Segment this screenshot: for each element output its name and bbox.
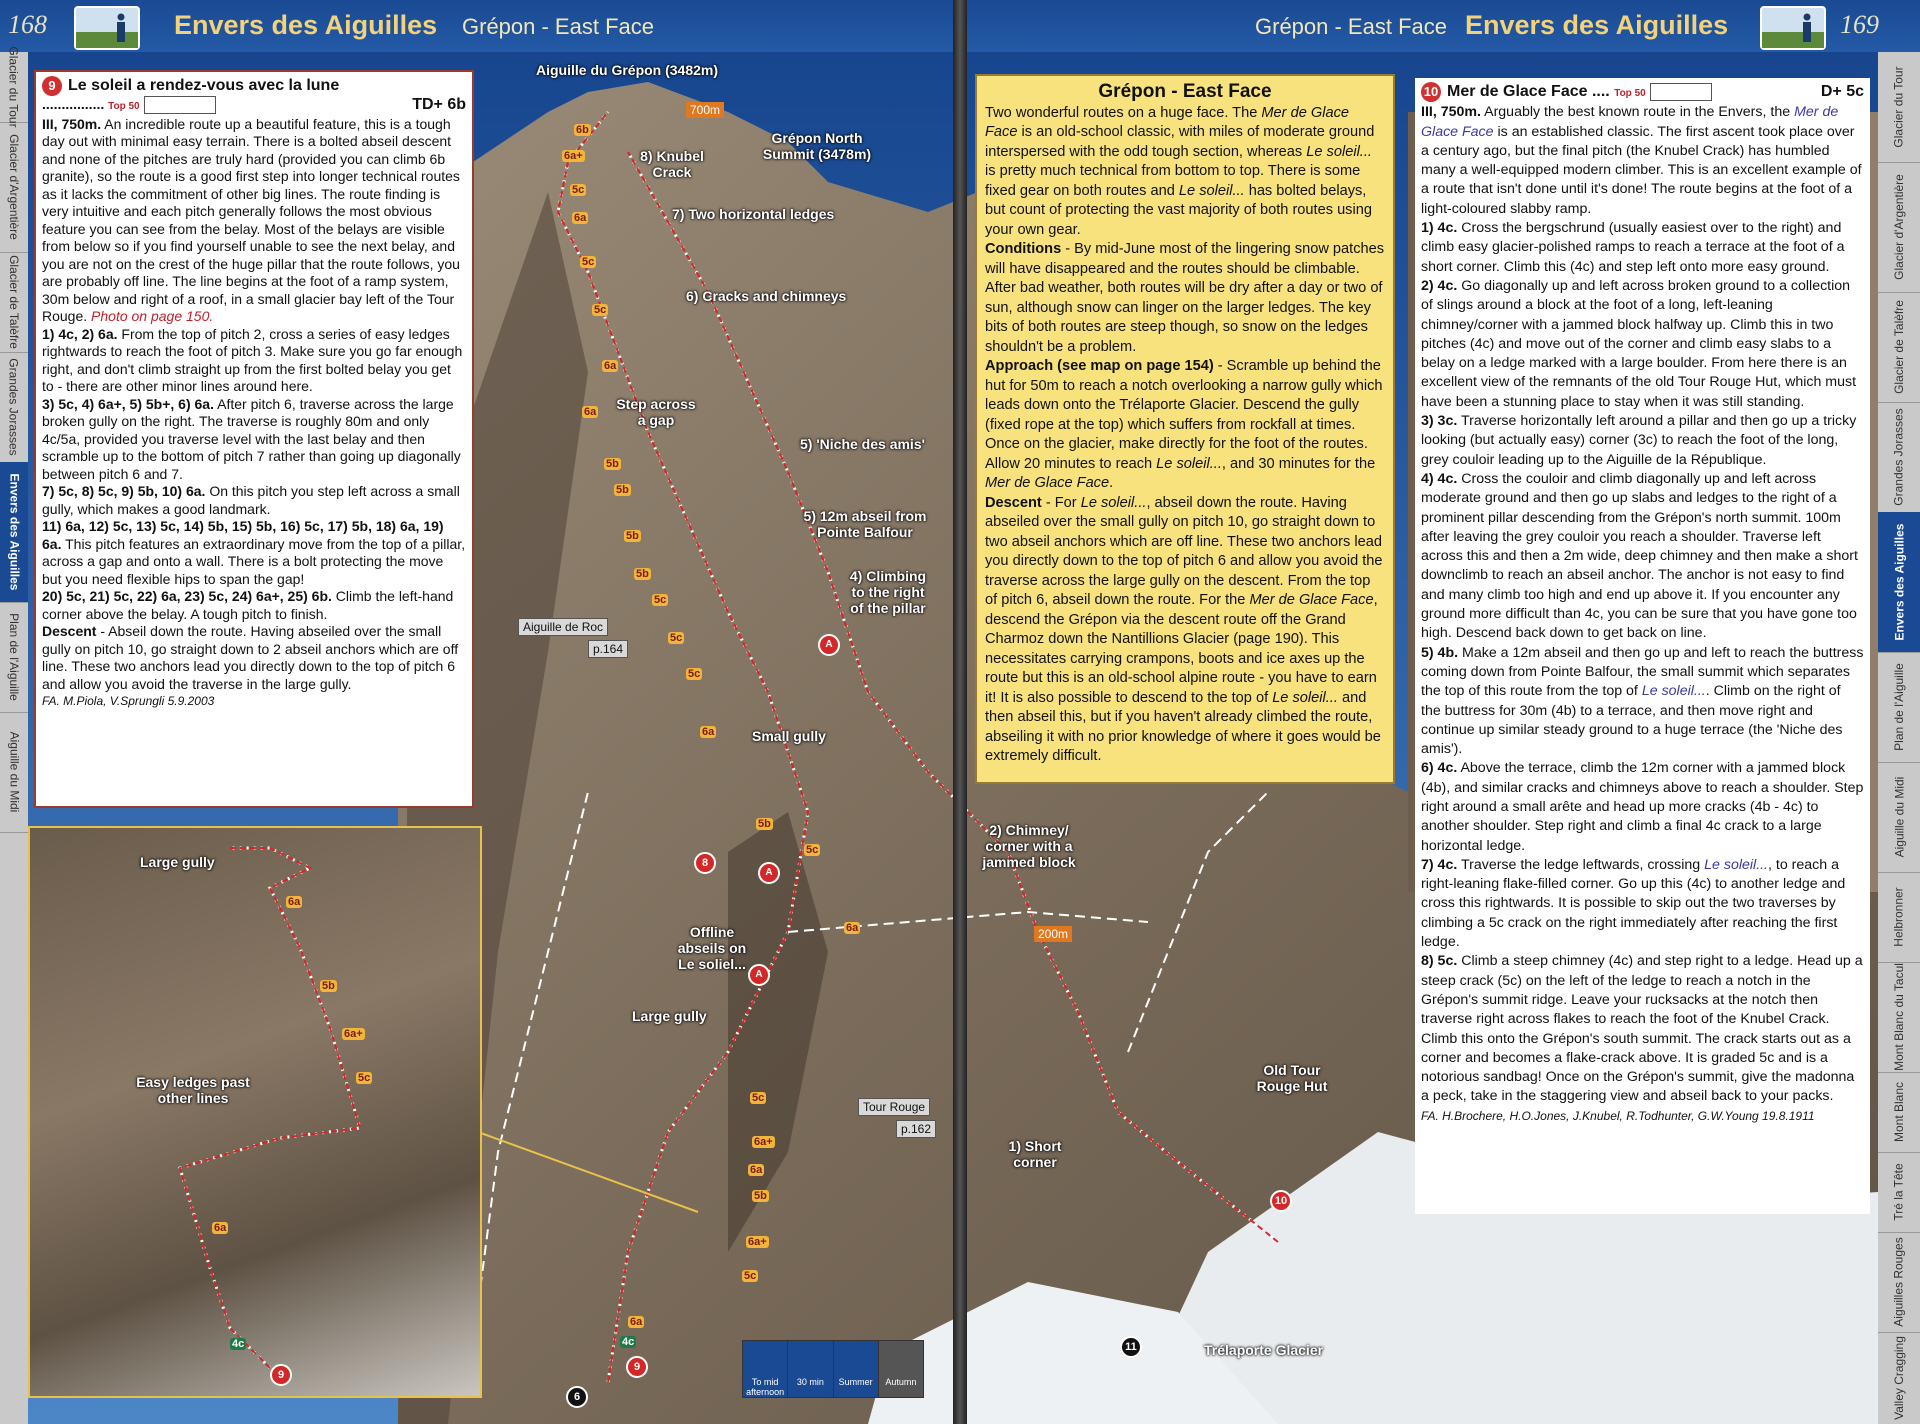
pitch-grade: 5c <box>670 632 683 644</box>
route-marker-8: 8 <box>694 852 716 874</box>
descent-heading: Descent <box>42 623 97 639</box>
route-number-badge: 10 <box>1421 82 1441 102</box>
left-header <box>0 0 955 52</box>
right-tab[interactable]: Valley Cragging <box>1878 1332 1920 1424</box>
inset-pitch: 6a <box>288 896 301 908</box>
inset-label-easy-ledges: Easy ledges past other lines <box>136 1074 250 1106</box>
overview-title: Grépon - East Face <box>1098 81 1272 102</box>
left-page-number: 168 <box>8 10 47 39</box>
summer-icon: Summer <box>834 1341 879 1397</box>
pitch-grade: 6a <box>702 726 715 738</box>
pitch-grade: 5b <box>626 530 639 542</box>
inset-pitch: 5b <box>322 980 335 992</box>
pitch-grade: 5b <box>636 568 649 580</box>
right-tab[interactable]: Aiguille du Midi <box>1878 762 1920 873</box>
route-icons <box>1650 83 1712 101</box>
left-tab[interactable]: Aiguille du Midi <box>0 712 28 833</box>
route-length: III, 750m. <box>42 115 102 132</box>
route-name: Mer de Glace Face <box>1447 83 1588 100</box>
label-offline-abseils: Offline abseils on Le soliel... <box>677 924 747 972</box>
right-tab[interactable]: Mont Blanc du Tacul <box>1878 962 1920 1073</box>
pitch-text: Climb the left-hand corner above the belay. A tough pitch to finish. <box>42 588 454 622</box>
route-grade: D+ 5c <box>1820 83 1864 100</box>
pitch-grade: 6a+ <box>748 1236 767 1248</box>
top50-badge: Top 50 <box>1614 88 1646 99</box>
route-name: Le soleil a rendez-vous avec la lune <box>68 77 340 94</box>
pitch-heading: 20) 5c, 21) 5c, 22) 6a, 23) 5c, 24) 6a+, 25) 6b. <box>42 588 332 604</box>
pitch-grade: 6a <box>750 1164 763 1176</box>
label-summit: Aiguille du Grépon (3482m) <box>536 62 719 78</box>
right-page-subtitle: Grépon - East Face <box>1255 14 1447 39</box>
label-old-hut: Old Tour Rouge Hut <box>1256 1062 1328 1094</box>
pitch-heading: 3) 5c, 4) 6a+, 5) 5b+, 6) 6a. <box>42 395 214 412</box>
pitch-grade: 5c <box>744 1270 757 1282</box>
route-dots: ................ <box>42 96 105 112</box>
pitch-grade: 5b <box>758 818 771 830</box>
left-tab-active[interactable]: Envers des Aiguilles <box>0 462 28 603</box>
left-tab[interactable]: Glacier d'Argentière <box>0 122 28 253</box>
inset-pitch: 5c <box>358 1072 371 1084</box>
left-tab[interactable]: Glacier de Talèfre <box>0 252 28 353</box>
pitch-text: This pitch features an extraordinary move from the top of a pillar, across a gap and onto a wall. There is a bolt protecting the move but you need flexible hips to span the gap! <box>42 535 466 587</box>
pitch-grade: 6a <box>584 406 597 418</box>
photo-reference: Photo on page 150. <box>91 308 214 324</box>
route-marker-10: 10 <box>1270 1190 1292 1212</box>
abseil-anchor: A <box>748 964 770 986</box>
pitch-grade: 6a <box>574 212 587 224</box>
crag-overview: Grépon - East Face Two wonderful routes on a huge face. The Mer de Glace Face is an old-school classic, with miles of moderate ground interspersed with the odd tough section, whereas Le soleil... is pretty much technical from bottom to top. There is some fixed gear on both routes and Le soleil... has bolted belays, but count of protecting the vast majority of both routes using your own gear. Conditions - By mid-June most of the lingering snow patches will have disappeared and the routes should be climbable. After bad weather, both routes will be dry after a day or two of sun, although snow can linger on the larger ledges. The key bits of both routes are steep though, so snow on the ledges shouldn't be a problem. Approach (see map on page 154) - Scramble up behind the hut for 50m to reach a notch overlooking a narrow gully which leads down onto the Trélaporte Glacier. Descend the gully (fixed rope at the top) which suffers from rockfall at times. Once on the glacier, make directly for the foot of the routes. Allow 20 minutes to reach Le soleil..., and 30 minutes for the Mer de Glace Face. Descent - For Le soleil..., abseil down the route. Having abseiled over the small gully on pitch 10, go straight down to two abseil anchors which are off line. These two anchors lead you directly down to the top of pitch 6 and allow you avoid the traverse across the large gully on the descent. From the top of pitch 6, abseil down the route. For the Mer de Glace Face, descend the Grépon via the descent route off the Grand Charmoz down the Nantillions Glacier (page 190). This necessitates carrying crampons, boots and ice axes up the route but this is an old-school alpine route - you have to earn it! It is also possible to descend to the top of Le soleil... and then abseil this, but if you haven't already climbed the route, abseiling it with no prior knowledge of where it goes would be extremely difficult. <box>975 74 1395 784</box>
route-number-badge: 9 <box>42 76 62 96</box>
right-page-title: Envers des Aiguilles <box>1465 10 1729 40</box>
pitch-text: After pitch 6, traverse across the large broken gully on the right. The traverse is roughly 80m and only 4c/5a, provided you traverse level with the last belay and then scramble up to the bottom of pitch 7 rather than going up diagonally between pitch 6 and 7. <box>42 395 461 482</box>
pitch-heading: 11) 6a, 12) 5c, 13) 5c, 14) 5b, 15) 5b, 16) 5c, 17) 5b, 18) 6a, 19) 6a. <box>42 518 444 552</box>
right-header <box>965 0 1920 52</box>
right-section-tabs <box>1878 52 1920 1424</box>
label-cracks-chimneys: 6) Cracks and chimneys <box>686 288 847 304</box>
height-200m: 200m <box>1034 926 1072 942</box>
label-climbing-right: 4) Climbing to the right of the pillar <box>849 568 927 616</box>
area-icon <box>74 6 140 50</box>
right-tab-active[interactable]: Envers des Aiguilles <box>1878 512 1920 653</box>
left-tab[interactable]: Grandes Jorasses <box>0 352 28 463</box>
left-section-tabs <box>0 46 28 1424</box>
first-ascent: FA. H.Brochere, H.O.Jones, J.Knubel, R.Todhunter, G.W.Young 19.8.1911 <box>1421 1108 1815 1123</box>
time-icon: To mid afternoon <box>743 1341 788 1397</box>
walk-icon: 30 min <box>788 1341 833 1397</box>
pitch-text: On this pitch you step left across a small gully, which makes a good landmark. <box>42 483 460 517</box>
abseil-anchor: A <box>818 634 840 656</box>
label-chimney: 2) Chimney/ corner with a jammed block <box>982 822 1076 870</box>
label-abseil-balfour: 5) 12m abseil from Pointe Balfour <box>803 508 927 540</box>
right-tab[interactable]: Glacier de Talèfre <box>1878 292 1920 403</box>
area-icon <box>1760 6 1826 50</box>
inset-pitch: 6a <box>214 1222 227 1234</box>
label-glacier: Trélaporte Glacier <box>1204 1342 1324 1358</box>
route-9-description <box>34 70 474 808</box>
pitch-grade: 5c <box>752 1092 765 1104</box>
pitch-grade: 5b <box>754 1190 767 1202</box>
descent-text: - Abseil down the route. Having abseiled over the small gully on pitch 10, go straight down to 2 abseil anchors which are off line. These two anchors lead you directly down to the top of pitch 6 and allow you avoid the traverse in the large gully. <box>42 623 459 692</box>
pitch-grade: 5c <box>654 594 667 606</box>
pitch-grade: 5c <box>594 304 607 316</box>
tag-tour-rouge-page: p.162 <box>896 1120 936 1138</box>
pitch-heading: 7) 5c, 8) 5c, 9) 5b, 10) 6a. <box>42 483 206 499</box>
pitch-grade: 6b <box>576 124 589 136</box>
left-tab[interactable]: Glacier du Tour <box>0 52 28 123</box>
right-tab[interactable]: Tré la Tête <box>1878 1152 1920 1233</box>
route-marker-6: 6 <box>566 1386 588 1408</box>
route-marker-9: 9 <box>626 1356 648 1378</box>
inset-photo <box>28 826 482 1398</box>
label-horizontal-ledges: 7) Two horizontal ledges <box>672 206 835 222</box>
route-marker-11: 11 <box>1120 1336 1142 1358</box>
pitch-grade: 6a <box>604 360 617 372</box>
pitch-grade: 5b <box>606 458 619 470</box>
route-10-description: 10 Mer de Glace Face .... Top 50 D+ 5c III, 750m. Arguably the best known route in the Envers, the Mer de Glace Face is an established classic. The first ascent took place over a century ago, but the final pitch (the Knubel Crack) has humbled many a well-equipped modern climber. This is an excellent example of a route that isn't done until it's done! The route begins at the foot of a light-coloured slabby ramp. 1) 4c. Cross the bergschrund (usually easiest over to the right) and climb easy glacier-polished ramps to reach a terrace at the foot of a short corner. Climb this (4c) and step left onto more easy ground. 2) 4c. Go diagonally up and left across broken ground to a collection of slings around a block at the foot of a long, left-leaning chimney/corner with a jammed block halfway up. Climb this in two pitches (4c) and move out of the corner and climb easy slabs to a belay on a ledge marked with a large boulder. From here there is an excellent view of the remnants of the old Tour Rouge Hut, which must have been a stunning place to stay when it was still standing. 3) 3c. Traverse horizontally left around a pillar and then go up a tricky looking (but actually easy) corner (3c) to reach the foot of the long, grey couloir leading up to the Aiguille de la République. 4) 4c. Cross the couloir and climb diagonally up and left across moderate ground and then go up slabs and ledges to the right of a prominent pillar descending from the Grépon's north summit. 100m after leaving the grey couloir you reach a shoulder. Traverse left across this and then a 2m wide, deep chimney and then make a short downclimb to reach an abseil anchor. The anchor is not easy to find and many climb too high and end up above it. If you encounter any ground more difficult than 4c, you can be sure that you have gone too high. Descend back down to get back on line. 5) 4b. Make a 12m abseil and then go up and left to reach the buttress coming down from Pointe Balfour, the small summit which separates the top of this route from the top of Le soleil.... Climb on the right of the buttress for 30m (4b) to a terrace, and then move right and continue up similar steady ground to a huge terrace (the 'Niche des amis'). 6) 4c. Above the terrace, climb the 12m corner with a jammed block (4b), and similar cracks and chimneys above to reach a shoulder. Step right around a small arête and head up more cracks (4b - 4c) to another shoulder. Step right and climb a final 4c crack to a large horizontal ledge. 7) 4c. Traverse the ledge leftwards, crossing Le soleil..., to reach a right-leaning flake-filled corner. Go up this (4c) to another ledge and cross this rightwards. It is possible to skip out the two traverses by climbing a 5c crack on the right immediately after reaching the first ledge. 8) 5c. Climb a steep chimney (4c) and step right to a ledge. Head up a steep crack (5c) on the left of the ledge to reach a notch in the Grépon's summit ridge. Leave your rucksacks at the notch then traverse right across flakes to reach the foot of the Knubel Crack. Climb this onto the Grépon's south summit. The crack starts out as a corner and becomes a flake-crack above. It is graded 5c and is a notorious sandbag! Once on the Grépon's summit, give the madonna a peck, take in the staggering view and abseil back to your packs. FA. H.Brochere, H.O.Jones, J.Knubel, R.Todhunter, G.W.Young 19.8.1911 <box>1415 78 1870 1214</box>
tag-aiguille-roc-page: p.164 <box>588 640 628 658</box>
inset-route-line <box>30 828 480 1396</box>
pitch-heading: 1) 4c, 2) 6a. <box>42 325 118 342</box>
label-knubel-crack: 8) Knubel Crack <box>640 148 704 180</box>
left-tab[interactable]: Plan de l'Aiguille <box>0 602 28 713</box>
inset-route-marker: 9 <box>270 1364 292 1386</box>
pitch-grade: 5c <box>572 184 585 196</box>
right-tab[interactable]: Helbronner <box>1878 872 1920 963</box>
right-tab[interactable]: Glacier du Tour <box>1878 52 1920 163</box>
height-700m: 700m <box>686 102 724 118</box>
label-small-gully: Small gully <box>752 728 826 744</box>
top50-badge: Top 50 <box>108 101 140 112</box>
right-tab[interactable]: Glacier d'Argentière <box>1878 162 1920 293</box>
first-ascent: FA. M.Piola, V.Sprungli 5.9.2003 <box>42 694 215 708</box>
tag-tour-rouge: Tour Rouge <box>858 1098 930 1116</box>
right-tab[interactable]: Grandes Jorasses <box>1878 402 1920 513</box>
route-length: III, 750m. <box>1421 104 1481 121</box>
pitch-grade: 6a <box>846 922 859 934</box>
inset-label-large-gully: Large gully <box>140 854 215 870</box>
label-niche: 5) 'Niche des amis' <box>800 436 925 452</box>
pitch-grade: 5b <box>616 484 629 496</box>
route-info-icons <box>742 1340 924 1398</box>
right-tab[interactable]: Aiguilles Rouges <box>1878 1232 1920 1333</box>
label-large-gully: Large gully <box>632 1008 707 1024</box>
pitch-grade: 4c <box>622 1336 635 1348</box>
pitch-grade: 5c <box>688 668 701 680</box>
inset-pitch: 6a+ <box>344 1028 363 1040</box>
abseil-anchor: A <box>758 862 780 884</box>
inset-pitch: 4c <box>232 1338 245 1350</box>
pitch-grade: 6a+ <box>754 1136 773 1148</box>
left-page-subtitle: Grépon - East Face <box>462 14 654 39</box>
right-tab[interactable]: Plan de l'Aiguille <box>1878 652 1920 763</box>
right-tab[interactable]: Mont Blanc <box>1878 1072 1920 1153</box>
autumn-icon: Autumn <box>879 1341 923 1397</box>
route-grade: TD+ 6b <box>412 96 466 113</box>
label-step-gap: Step across a gap <box>616 396 696 428</box>
route-icons <box>144 96 216 114</box>
label-north-summit: Grépon North Summit (3478m) <box>762 130 872 162</box>
tag-aiguille-roc: Aiguille de Roc <box>518 618 608 636</box>
pitch-grade: 5c <box>582 256 595 268</box>
left-page-title: Envers des Aiguilles <box>174 10 438 40</box>
pitch-text: From the top of pitch 2, cross a series of easy ledges rightwards to reach the foot of pitch 3. Make sure you go far enough right, and don't climb straight up from the first bolted belay you get to - there are other minor lines around here. <box>42 325 463 394</box>
route-dots: .... <box>1591 83 1610 100</box>
pitch-grade: 6a+ <box>564 150 583 162</box>
book-gutter <box>953 0 967 1424</box>
pitch-grade: 6a <box>630 1316 643 1328</box>
right-page-number: 169 <box>1840 10 1879 39</box>
pitch-grade: 5c <box>806 844 819 856</box>
route-intro: An incredible route up a beautiful feature, this is a tough day out with minimal easy terrain. There is a bolted abseil descent and none of the pitches are truly hard (provided you can climb 6b granite), so the route is a good first step into longer technical routes as it lacks the commitment of other big lines. The route finding is very intuitive and each pitch generally follows the most obvious feature you can see from the belay. Most of the belays are visible from below so if you find yourself unable to see the next belay, and you are not on the crest of the huge pillar that the route follows, you are probably off line. The line begins at the foot of a ramp system, 30m below and right of a roof, in a small glacier bay left of the Tour Rouge. <box>42 115 460 324</box>
label-short-corner: 1) Short corner <box>1008 1138 1062 1170</box>
